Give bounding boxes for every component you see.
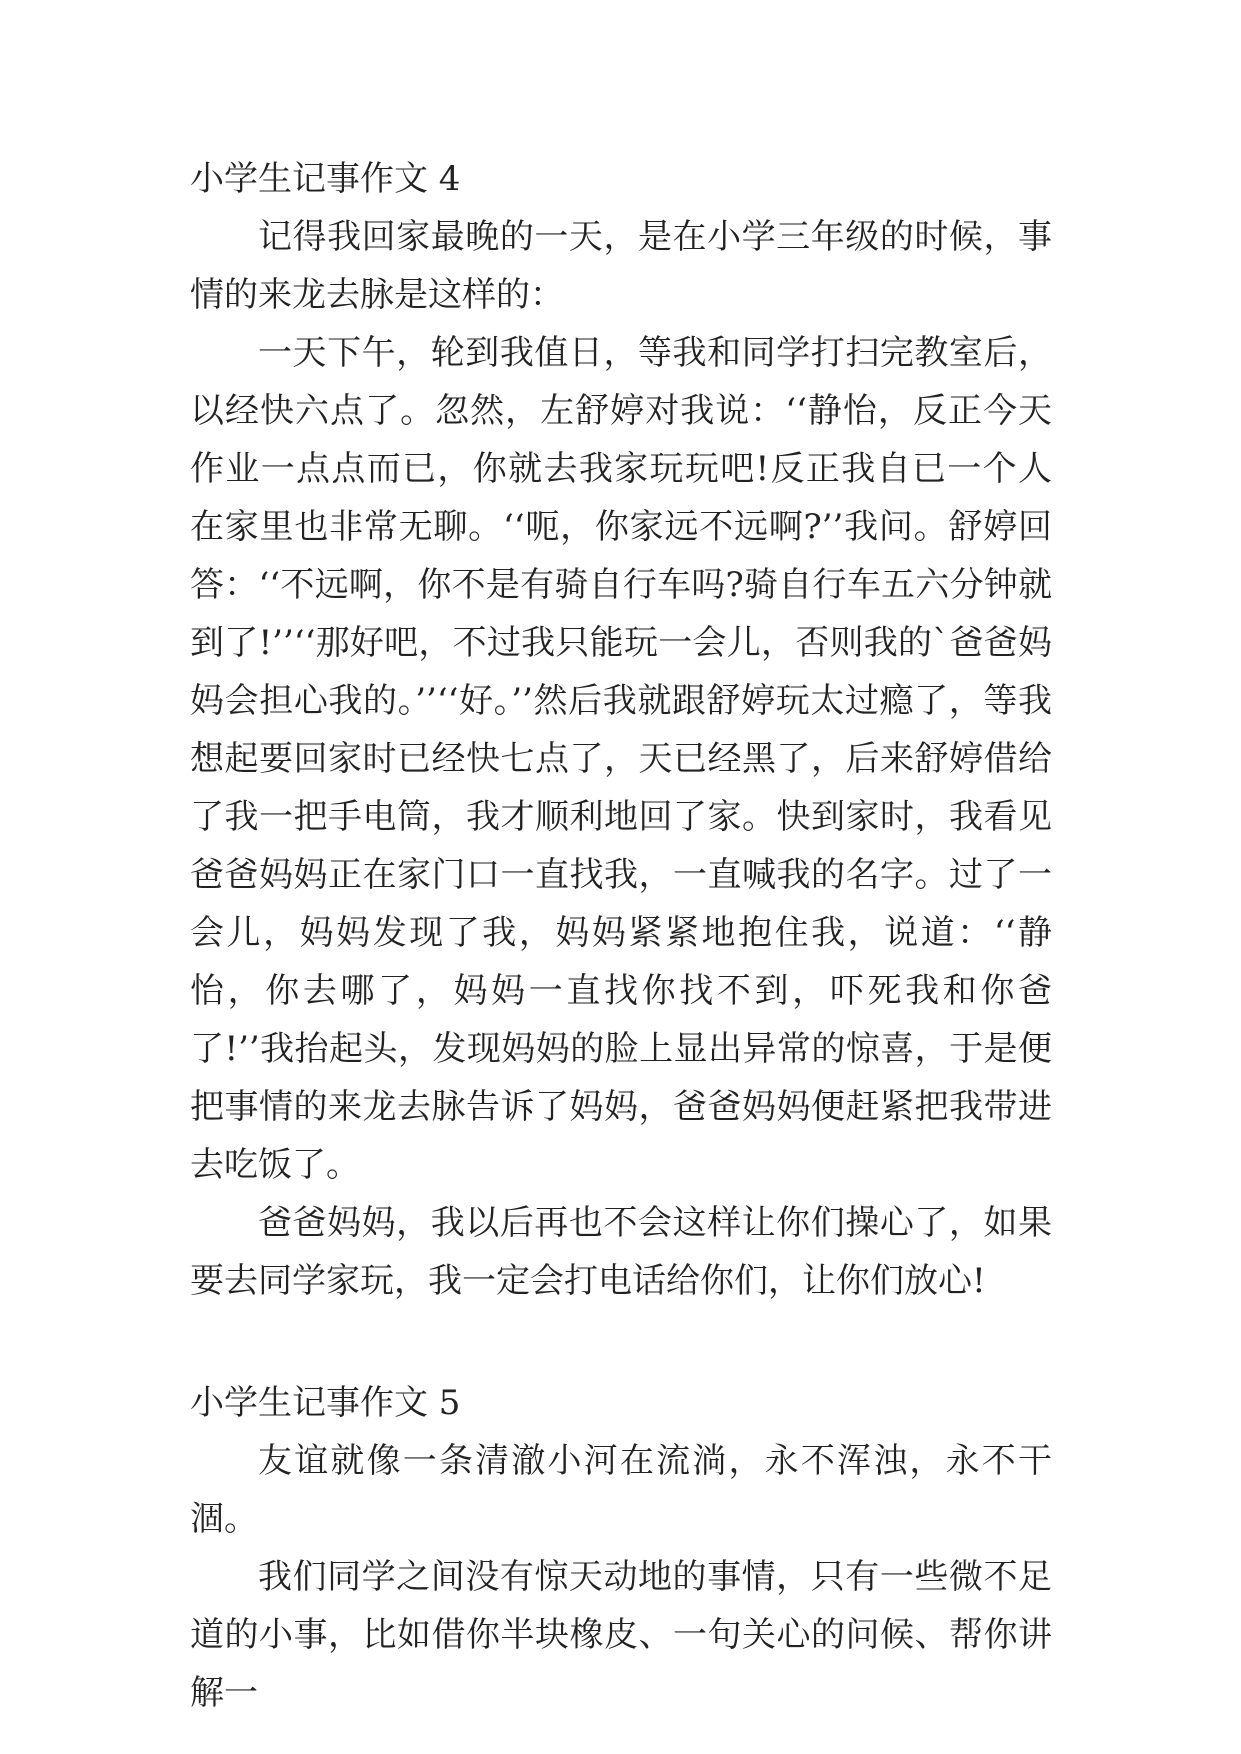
section-4-title: 小学生记事作文 4	[190, 159, 461, 199]
section-4-paragraph-3: 爸爸妈妈，我以后再也不会这样让你们操心了，如果要去同学家玩，我一定会打电话给你们，让你们放心!	[190, 1203, 1052, 1301]
section-gap	[190, 1310, 1052, 1374]
section-4-paragraph-2: 一天下午，轮到我值日，等我和同学打扫完教室后，以经快六点了。忽然，左舒婷对我说：‘‘静怡，反正今天作业一点点而已，你就去我家玩玩吧!反正我自已一个人在家里也非常无聊。‘‘呃，你家远不远啊?’’我问。舒婷回答：‘‘不远啊，你不是有骑自行车吗?骑自行车五六分钟就到了!’’‘‘那好吧，不过我只能玩一会儿，否则我的`爸爸妈妈会担心我的。’’‘‘好。’’然后我就跟舒婷玩太过瘾了，等我想起要回家时已经快七点了，天已经黑了，后来舒婷借给了我一把手电筒，我才顺利地回了家。快到家时，我看见爸爸妈妈正在家门口一直找我，一直喊我的名字。过了一会儿，妈妈发现了我，妈妈紧紧地抱住我，说道：‘‘静怡，你去哪了，妈妈一直找你找不到，吓死我和你爸了!’’我抬起头，发现妈妈的脸上显出异常的惊喜，于是便把事情的来龙去脉告诉了妈妈，爸爸妈妈便赶紧把我带进去吃饭了。	[190, 333, 1052, 1185]
document-body	[190, 150, 1052, 1722]
section-4-paragraph-1: 记得我回家最晚的一天，是在小学三年级的时候，事情的来龙去脉是这样的：	[190, 217, 1052, 315]
section-5-paragraph-2: 我们同学之间没有惊天动地的事情，只有一些微不足道的小事，比如借你半块橡皮、一句关心的问候、帮你讲解一	[190, 1557, 1052, 1713]
section-5-title: 小学生记事作文 5	[190, 1383, 461, 1423]
section-5-paragraph-1: 友谊就像一条清澈小河在流淌，永不浑浊，永不干涸。	[190, 1441, 1052, 1539]
